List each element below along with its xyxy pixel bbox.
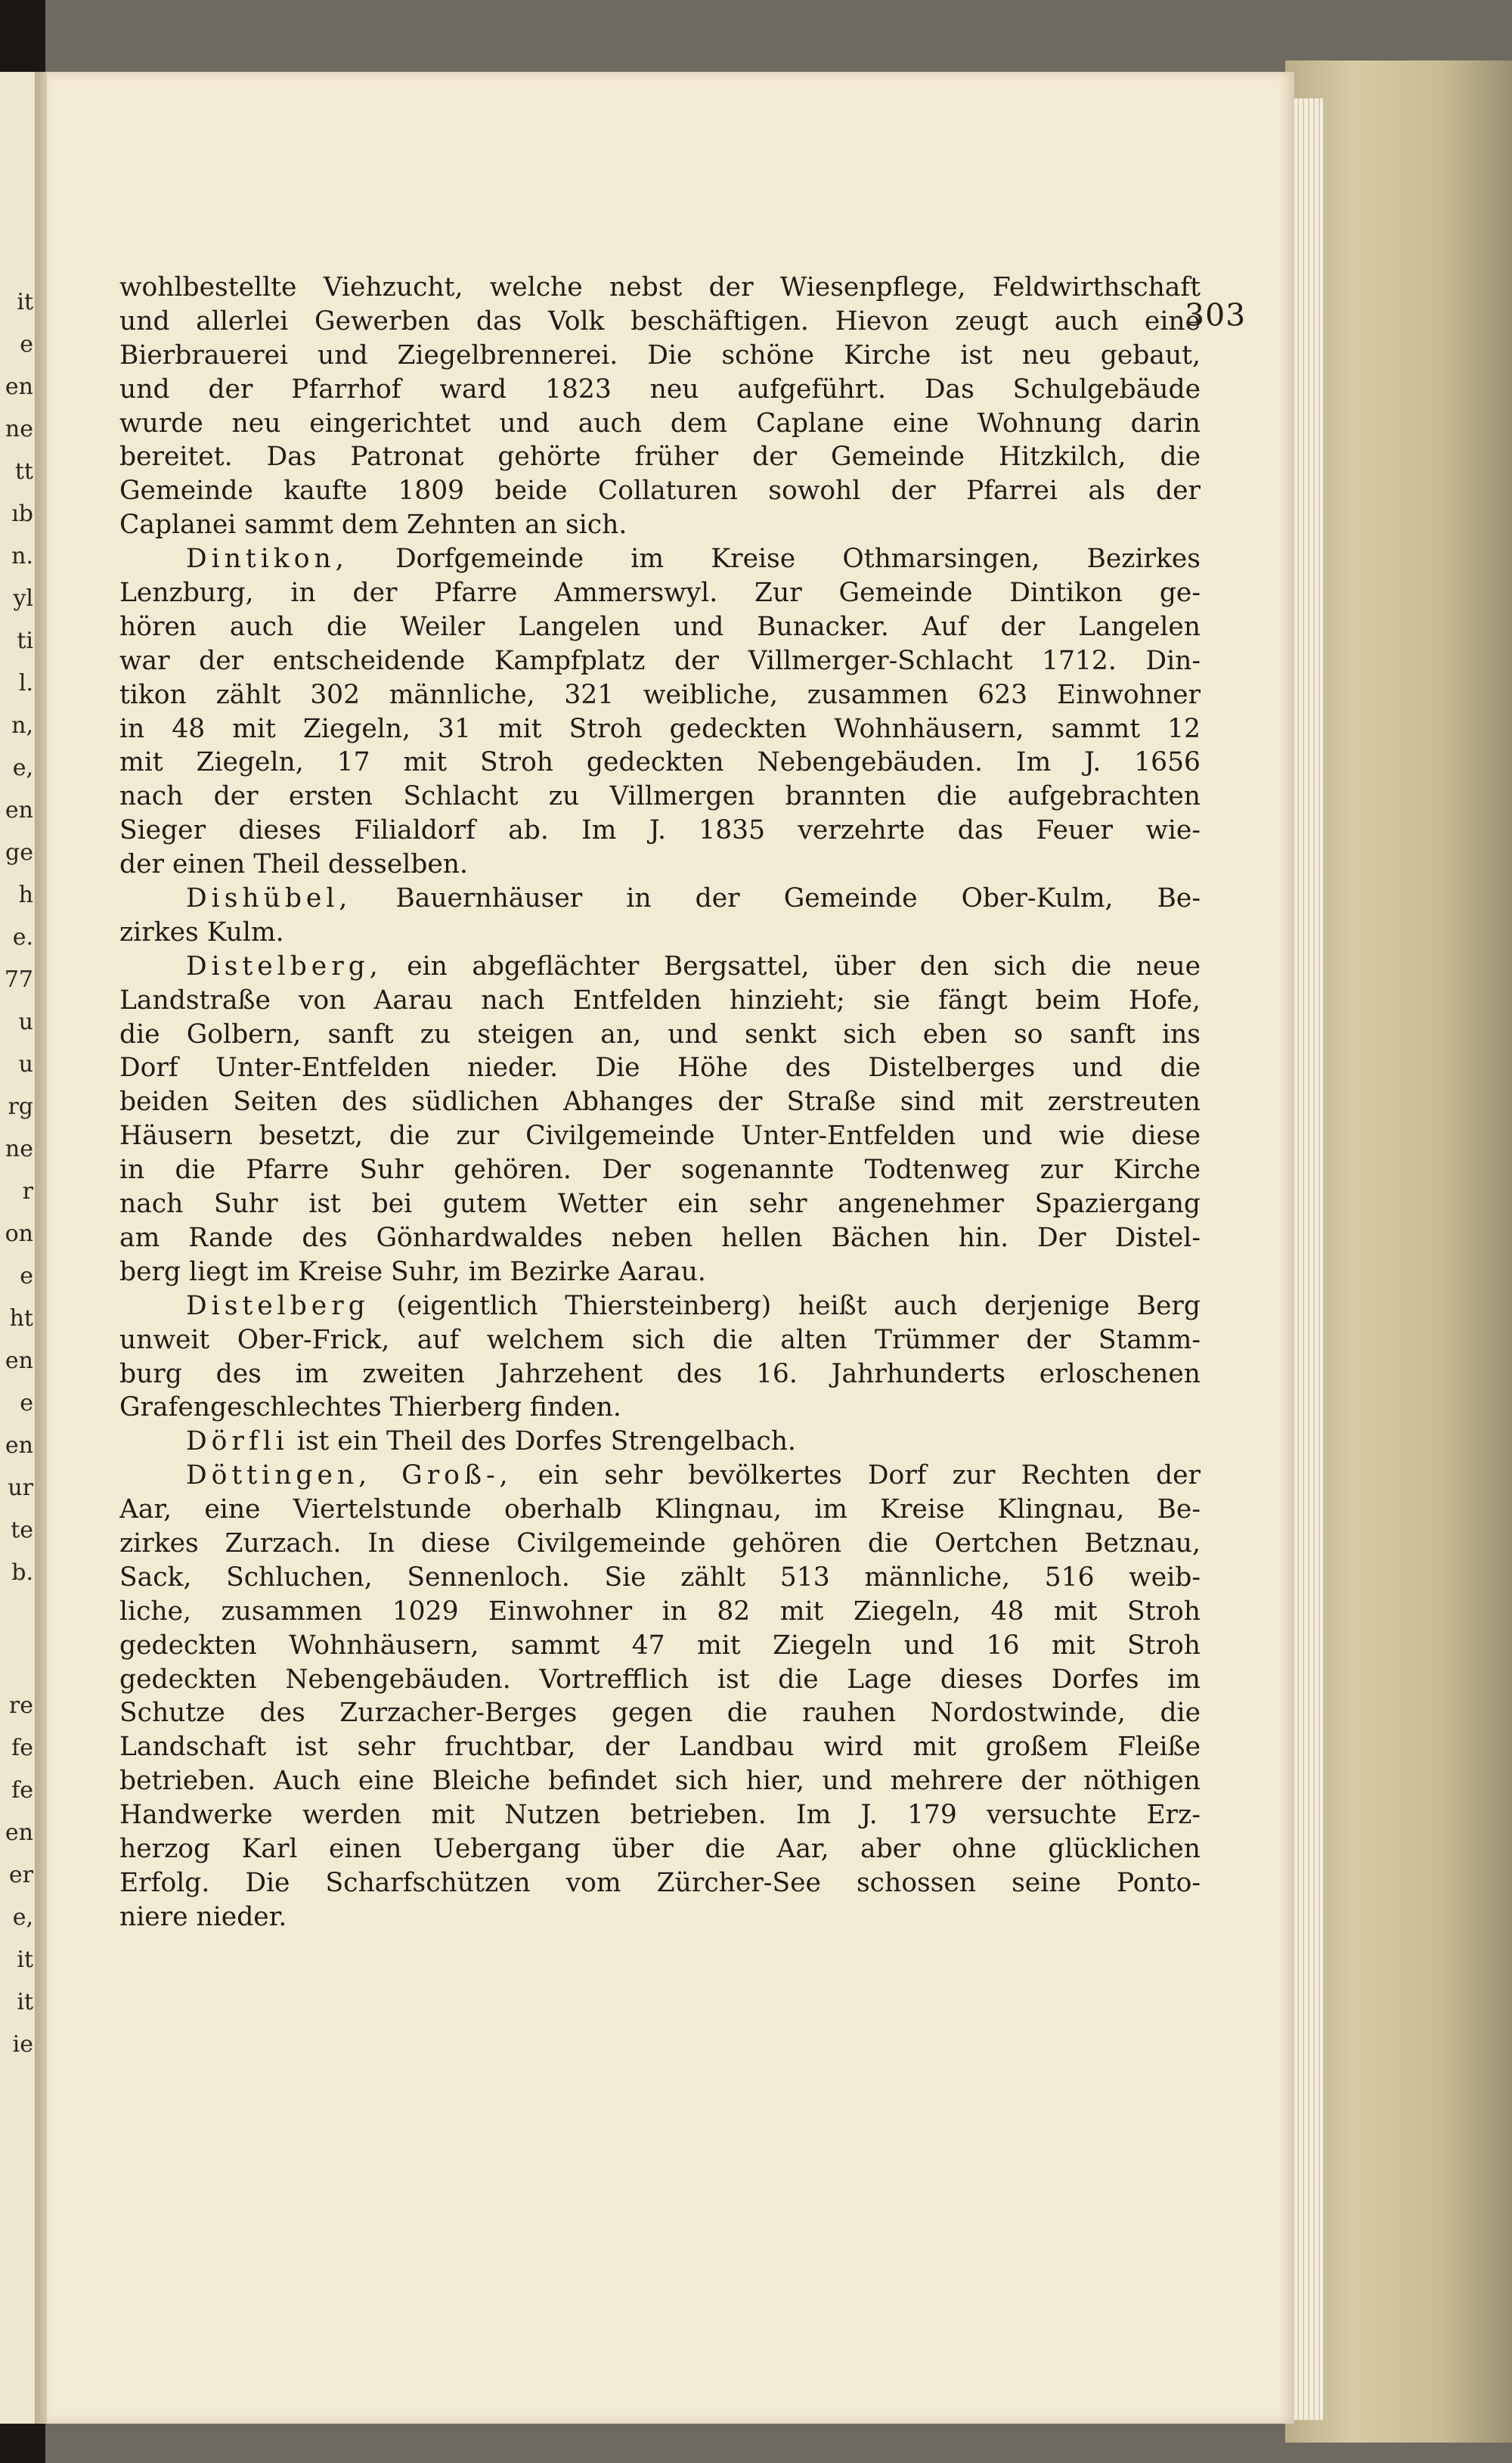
line-text: Caplanei sammt dem Zehnten an sich. (119, 510, 627, 541)
text-line (119, 1187, 1201, 1221)
line-text: ein abgeflächter Bergsattel, über den sich die neue (382, 951, 1201, 982)
line-text: Lenzburg, in der Pfarre Ammerswyl. Zur Gemeinde Dintikon ge- (119, 578, 1201, 609)
line-text: gedeckten Wohnhäusern, sammt 47 mit Ziegeln und 16 mit Stroh (119, 1630, 1201, 1661)
facing-page-edge (0, 72, 38, 2424)
line-text: Grafengeschlechtes Thierberg finden. (119, 1392, 621, 1423)
line-text: Schutze des Zurzacher-Berges gegen die rauhen Nordostwinde, die (119, 1698, 1201, 1729)
line-text: nach Suhr ist bei gutem Wetter ein sehr angenehmer Spaziergang (119, 1189, 1201, 1220)
facing-page-fragment: e, (12, 755, 33, 781)
text-line (119, 508, 1201, 542)
facing-page-fragment: tt (14, 458, 33, 485)
line-text: Bierbrauerei und Ziegelbrennerei. Die schöne Kirche ist neu gebaut, (119, 340, 1201, 371)
text-line (119, 271, 1201, 305)
facing-page-fragment: b. (11, 1559, 33, 1586)
text-line (119, 1866, 1201, 1900)
line-text: wurde neu eingerichtet und auch dem Caplane eine Wohnung darin (119, 408, 1201, 439)
text-line (119, 848, 1201, 882)
text-line (119, 780, 1201, 814)
line-text: niere nieder. (119, 1901, 287, 1932)
entry-term: Dörfli (186, 1426, 289, 1457)
facing-page-fragment: ti (17, 628, 33, 654)
facing-page-fragment: fe (11, 1777, 33, 1804)
line-text: beiden Seiten des südlichen Abhanges der Straße sind mit zerstreuten (119, 1087, 1201, 1118)
text-line (119, 916, 1201, 950)
line-text: hören auch die Weiler Langelen und Bunacker. Auf der Langelen (119, 611, 1201, 642)
line-text: am Rande des Gönhardwaldes neben hellen Bächen hin. Der Distel- (119, 1222, 1201, 1253)
line-text: betrieben. Auch eine Bleiche befindet sich hier, und mehrere der nöthigen (119, 1766, 1201, 1797)
line-text: herzog Karl einen Uebergang über die Aar, aber ohne glücklichen (119, 1833, 1201, 1864)
line-text: Erfolg. Die Scharfschützen vom Zürcher-See schossen seine Ponto- (119, 1867, 1201, 1898)
text-line (119, 1696, 1201, 1730)
text-line (119, 1900, 1201, 1934)
text-line (119, 882, 1201, 916)
facing-page-fragment: yl (13, 585, 33, 612)
text-line (119, 1255, 1201, 1289)
text-line (119, 814, 1201, 848)
facing-page-fragment: e (20, 1390, 33, 1416)
text-line (119, 1391, 1201, 1425)
line-text: nach der ersten Schlacht zu Villmergen brannten die aufgebrachten (119, 781, 1201, 812)
facing-page-fragment: en (5, 797, 33, 824)
line-text: wohlbestellte Viehzucht, welche nebst der Wiesenpflege, Feldwirthschaft (119, 272, 1201, 302)
text-line (119, 305, 1201, 339)
facing-page-fragment: n, (11, 712, 33, 739)
line-text: unweit Ober-Frick, auf welchem sich die alten Trümmer der Stamm- (119, 1324, 1201, 1355)
text-line (119, 1018, 1201, 1052)
text-line (119, 644, 1201, 678)
facing-page-fragment: en (5, 374, 33, 400)
facing-page-fragment: ie (12, 2031, 33, 2058)
text-line (119, 712, 1201, 746)
facing-page-fragment: 77 (4, 966, 33, 993)
text-line (119, 1595, 1201, 1629)
facing-page-fragment: en (5, 1432, 33, 1459)
text-line (119, 1561, 1201, 1595)
line-text: Landstraße von Aarau nach Entfelden hinzieht; sie fängt beim Hofe, (119, 985, 1201, 1016)
line-text: Dorfgemeinde im Kreise Othmarsingen, Bezirkes (348, 544, 1201, 575)
facing-page-fragment: on (5, 1221, 33, 1247)
line-text: war der entscheidende Kampfplatz der Villmerger-Schlacht 1712. Din- (119, 645, 1201, 676)
line-text: burg des im zweiten Jahrzehent des 16. Jahrhunderts erloschenen (119, 1358, 1201, 1389)
facing-page-fragment: ne (5, 1136, 33, 1162)
line-text: Aar, eine Viertelstunde oberhalb Klingnau, im Kreise Klingnau, Be- (119, 1494, 1201, 1525)
line-text: Sieger dieses Filialdorf ab. Im J. 1835 verzehrte das Feuer wie- (119, 815, 1201, 846)
text-line (119, 474, 1201, 508)
line-text: bereitet. Das Patronat gehörte früher der Gemeinde Hitzkilch, die (119, 442, 1201, 473)
line-text: zirkes Kulm. (119, 917, 284, 948)
text-line (119, 1527, 1201, 1561)
line-text: der einen Theil desselben. (119, 849, 468, 880)
text-line (119, 1221, 1201, 1255)
facing-page-fragment: h (18, 882, 33, 908)
facing-page-fragment: e (20, 331, 33, 358)
text-line (119, 984, 1201, 1018)
line-text: tikon zählt 302 männliche, 321 weibliche, zusammen 623 Einwohner (119, 679, 1201, 710)
text-line (119, 950, 1201, 984)
text-line (119, 610, 1201, 644)
line-text: in die Pfarre Suhr gehören. Der sogenannte Todtenweg zur Kirche (119, 1155, 1201, 1186)
facing-page-fragment: re (8, 1692, 33, 1719)
text-line (119, 1085, 1201, 1119)
facing-page-fragment: u (18, 1009, 33, 1035)
facing-page-fragment: it (17, 1989, 33, 2015)
text-line (119, 1051, 1201, 1085)
line-text: berg liegt im Kreise Suhr, im Bezirke Aarau. (119, 1256, 706, 1287)
text-line (119, 1629, 1201, 1663)
line-text: zirkes Zurzach. In diese Civilgemeinde gehören die Oertchen Betznau, (119, 1528, 1201, 1559)
line-text: ein sehr bevölkertes Dorf zur Rechten der (512, 1460, 1201, 1491)
text-line (119, 746, 1201, 780)
page-number: 303 (1185, 297, 1247, 333)
line-text: Sack, Schluchen, Sennenloch. Sie zählt 513 männliche, 516 weib- (119, 1562, 1201, 1593)
facing-page-fragment: en (5, 1819, 33, 1846)
facing-page-fragment: e. (12, 924, 33, 951)
text-line (119, 1764, 1201, 1798)
text-line (119, 1425, 1201, 1459)
page-body-text (119, 271, 1201, 1934)
text-line (119, 339, 1201, 373)
text-line (119, 1459, 1201, 1493)
line-text: Landschaft ist sehr fruchtbar, der Landbau wird mit großem Fleiße (119, 1732, 1201, 1763)
facing-page-fragment: rg (8, 1093, 33, 1120)
facing-page-fragment: ht (9, 1305, 33, 1332)
facing-page-fragment: e, (12, 1904, 33, 1931)
facing-page-fragment: en (5, 1348, 33, 1374)
line-text: Bauernhäuser in der Gemeinde Ober-Kulm, Be- (352, 883, 1201, 914)
text-line (119, 1832, 1201, 1866)
text-line (119, 440, 1201, 474)
line-text: Dorf Unter-Entfelden nieder. Die Höhe des Distelberges und die (119, 1053, 1201, 1084)
text-line (119, 678, 1201, 712)
line-text: Gemeinde kaufte 1809 beide Collaturen sowohl der Pfarrei als der (119, 476, 1201, 507)
line-text: ist ein Theil des Dorfes Strengelbach. (288, 1426, 796, 1457)
line-text: mit Ziegeln, 17 mit Stroh gedeckten Nebengebäuden. Im J. 1656 (119, 747, 1201, 778)
facing-page-fragment: er (8, 1862, 33, 1888)
facing-page-fragment: it (17, 289, 33, 315)
line-text: Handwerke werden mit Nutzen betrieben. Im J. 179 versuchte Erz- (119, 1800, 1201, 1831)
facing-page-fragment: fe (11, 1735, 33, 1761)
text-line (119, 1153, 1201, 1187)
line-text: die Golbern, sanft zu steigen an, und senkt sich eben so sanft ins (119, 1019, 1201, 1050)
text-line (119, 576, 1201, 610)
line-text: und der Pfarrhof ward 1823 neu aufgeführt. Das Schulgebäude (119, 374, 1201, 405)
text-line (119, 1323, 1201, 1357)
text-line (119, 1493, 1201, 1527)
facing-page-fragment: ne (5, 416, 33, 442)
line-text: in 48 mit Ziegeln, 31 mit Stroh gedeckten Wohnhäusern, sammt 12 (119, 713, 1201, 744)
entry-term: Döttingen, Groß-, (186, 1460, 513, 1491)
facing-page-fragment: ıb (11, 501, 33, 527)
text-line (119, 373, 1201, 407)
entry-term: Distelberg (186, 1290, 370, 1321)
text-line (119, 542, 1201, 576)
line-text: Häusern besetzt, die zur Civilgemeinde Unter-Entfelden und wie diese (119, 1121, 1201, 1152)
text-line (119, 1357, 1201, 1391)
facing-page-fragment: e (20, 1263, 33, 1289)
entry-term: Distelberg, (186, 951, 383, 982)
line-text: liche, zusammen 1029 Einwohner in 82 mit Ziegeln, 48 mit Stroh (119, 1596, 1201, 1627)
facing-page-fragment: u (18, 1051, 33, 1078)
text-line (119, 1798, 1201, 1832)
line-text: (eigentlich Thiersteinberg) heißt auch derjenige Berg (369, 1290, 1201, 1321)
text-line (119, 1119, 1201, 1153)
facing-page-fragment: ur (8, 1475, 33, 1501)
facing-page-fragment: ge (5, 839, 33, 866)
facing-page-fragment: n. (11, 543, 33, 569)
facing-page-fragment: te (11, 1517, 33, 1543)
entry-term: Dintikon, (186, 544, 349, 575)
facing-page-fragment: l. (18, 670, 33, 696)
text-line (119, 1663, 1201, 1697)
facing-page-fragment: r (22, 1178, 33, 1205)
facing-page-fragment: it (17, 1947, 33, 1973)
line-text: gedeckten Nebengebäuden. Vortrefflich ist die Lage dieses Dorfes im (119, 1664, 1201, 1695)
text-line (119, 407, 1201, 441)
text-line (119, 1730, 1201, 1764)
line-text: und allerlei Gewerben das Volk beschäftigen. Hievon zeugt auch eine (119, 306, 1201, 337)
entry-term: Dishübel, (186, 883, 352, 914)
text-line (119, 1289, 1201, 1323)
